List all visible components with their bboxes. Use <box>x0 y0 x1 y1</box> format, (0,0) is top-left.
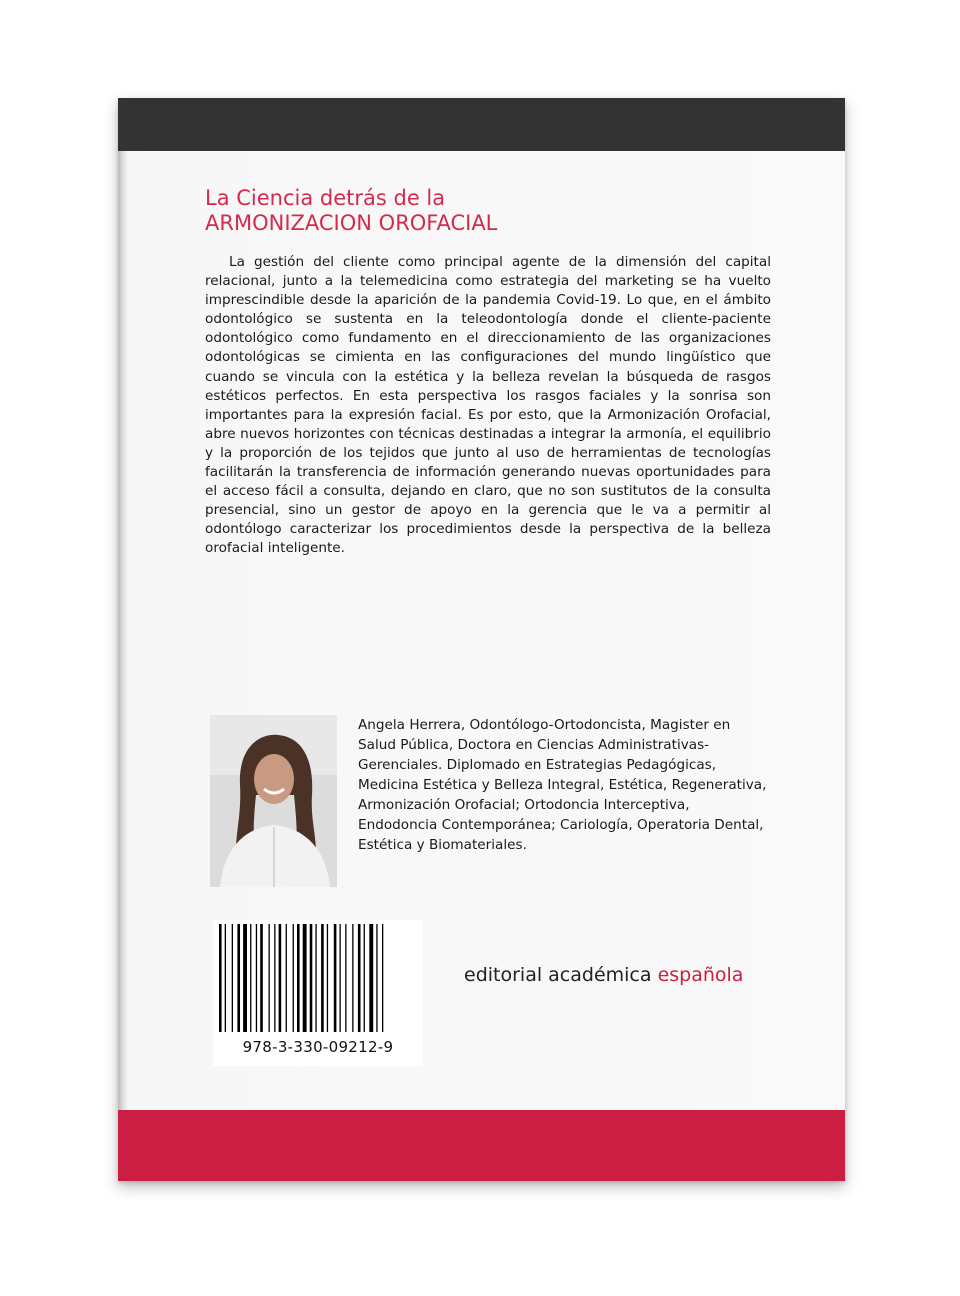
book-blurb: La gestión del cliente como principal agente de la dimensión del capital relacional, junto a la telemedicina como estrategia del marketing se ha vuelto imprescindible desde la aparición de la pandemia Covid-19. Lo que, en el ámbito odontológico se sustenta en la teleodontología donde el cliente-paciente odontológico como fundamento en el direccionamiento de las organizaciones odontológicas se cimienta en las configuraciones del mundo lingüístico que cuando se vincula con la estética y la belleza revelan la búsqueda de rasgos estéticos perfectos. En esta perspectiva los rasgos faciales y la sonrisa son importantes para la expresión facial. Es por esto, que la Armonización Orofacial, abre nuevos horizontes con técnicas destinadas a integrar la armonía, el equilibrio y la proporción de los tejidos que junto al uso de herramientas de tecnologías facilitarán la transferencia de información generando nuevas oportunidades para el acceso fácil a consulta, dejando en claro, que no son sustitutos de la consulta presencial, sino un gestor de apoyo en la gerencia que le va a permitir al odontólogo caracterizar los procedimientos desde la perspectiva de la belleza orofacial inteligente. <box>205 254 771 557</box>
publisher-name-part1: editorial académica <box>464 964 658 986</box>
barcode-bar <box>279 924 282 1032</box>
publisher-name-part2: española <box>657 964 744 986</box>
barcode-bar <box>315 924 316 1032</box>
barcode-bar <box>274 924 275 1032</box>
barcode-bar <box>237 924 240 1032</box>
barcode-bar <box>327 924 328 1032</box>
barcode-bar <box>256 924 257 1032</box>
barcode-bar <box>219 924 222 1032</box>
barcode-bar <box>358 924 361 1032</box>
barcode-bar <box>303 924 307 1032</box>
barcode-bar <box>286 924 287 1032</box>
author-bio: Angela Herrera, Odontólogo-Ortodoncista, Magister en Salud Pública, Doctora en Ciencias Administrativas-Gerenciales. Diplomado en Estrategias Pedagógicas, Medicina Estética y Belleza Integral, Estética, Regenerativa, Armonización Orofacial; Ortodoncia Interceptiva, Endodoncia Contemporánea; Cariología, Operatoria Dental, Estética y Biomateriales. <box>358 717 767 853</box>
barcode-bar <box>376 924 377 1032</box>
barcode-bar <box>352 924 353 1032</box>
barcode-bar <box>225 924 226 1032</box>
barcode-bar <box>364 924 365 1032</box>
barcode-bar <box>260 924 263 1032</box>
barcode-bar <box>334 924 337 1032</box>
title-line-2: ARMONIZACION OROFACIAL <box>205 211 498 235</box>
barcode-bar <box>293 924 294 1032</box>
publisher-name <box>464 964 743 986</box>
title-line-1: La Ciencia detrás de la <box>205 186 446 210</box>
barcode-bar <box>310 924 313 1032</box>
barcode-bar <box>269 924 270 1032</box>
barcode-bar <box>232 924 233 1032</box>
barcode-bar <box>321 924 324 1032</box>
barcode-bar <box>250 924 251 1032</box>
isbn-barcode <box>213 920 423 1066</box>
barcode-bar <box>345 924 346 1032</box>
top-color-band <box>118 98 845 151</box>
barcode-bar <box>297 924 300 1032</box>
isbn-number: 978-3-330-09212-9 <box>242 1038 394 1056</box>
book-title <box>205 186 497 236</box>
spine-shadow <box>118 98 128 1181</box>
barcode-image <box>213 920 423 1032</box>
bottom-color-band <box>118 1110 845 1181</box>
author-photo <box>210 715 337 887</box>
barcode-bar <box>382 924 383 1032</box>
barcode-bar <box>340 924 341 1032</box>
barcode-bar <box>243 924 247 1032</box>
book-back-cover <box>118 98 845 1181</box>
author-portrait-image <box>210 715 337 887</box>
barcode-bar <box>369 924 373 1032</box>
